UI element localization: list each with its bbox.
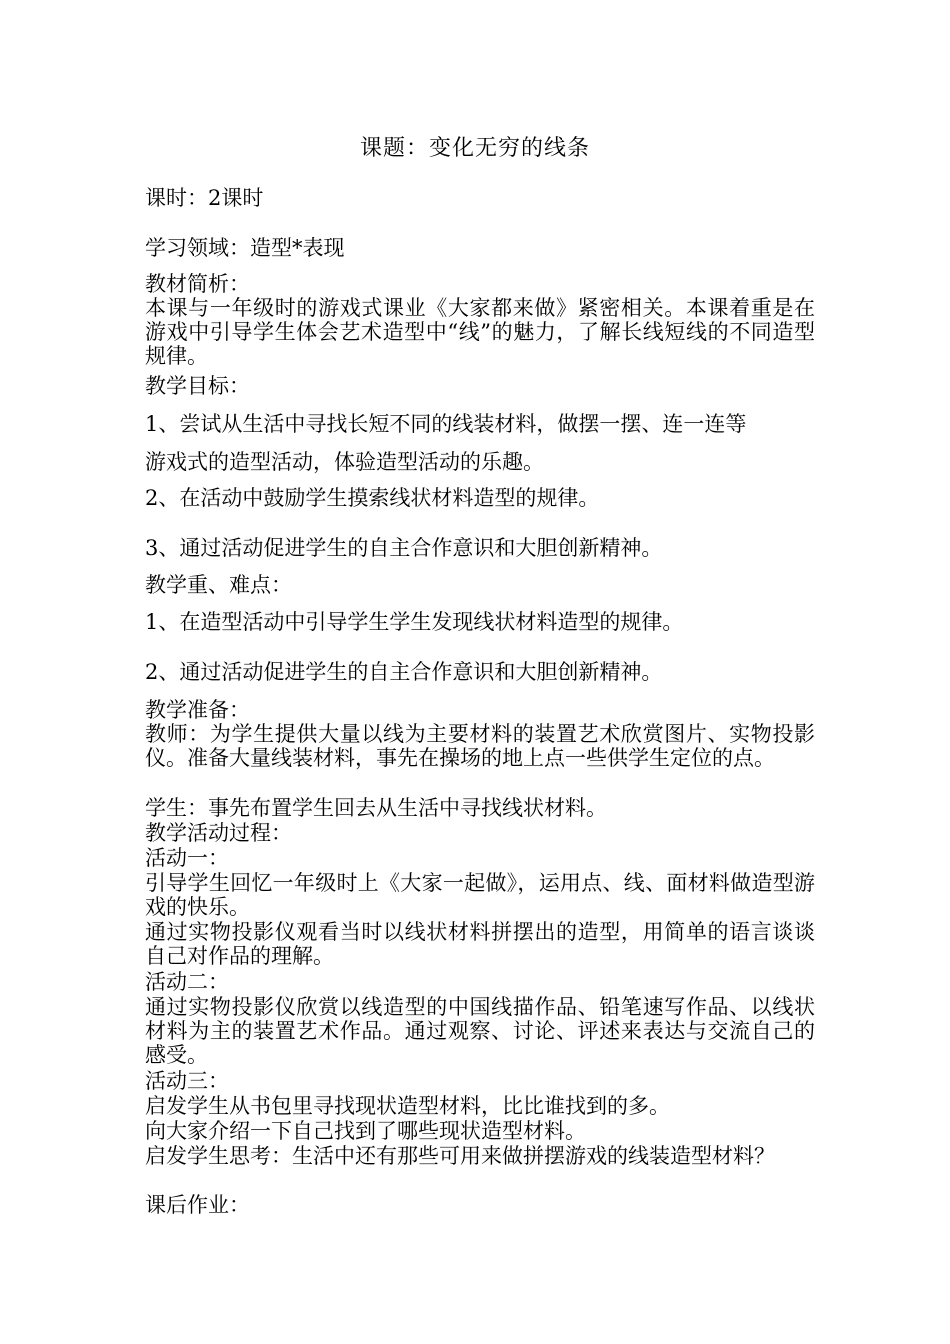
learning-field: 学习领域：造型*表现: [145, 236, 345, 260]
activity-3-text-2: 向大家介绍一下自己找到了哪些现状造型材料。: [145, 1119, 586, 1143]
analysis-text: 本课与一年级时的游戏式课业《大家都来做》紧密相关。本课着重是在游戏中引导学生体会艺术造型中“线”的魅力，了解长线短线的不同造型规律。: [145, 296, 815, 368]
activity-3-heading: 活动三：: [145, 1069, 229, 1093]
student-preparation: 学生：事先布置学生回去从生活中寻找线状材料。: [145, 796, 607, 820]
homework-heading: 课后作业：: [145, 1193, 250, 1217]
page-title: 课题：变化无穷的线条: [359, 136, 590, 161]
activity-3-text-1: 启发学生从书包里寻找现状造型材料，比比谁找到的多。: [145, 1094, 670, 1118]
goal-2: 2、在活动中鼓励学生摸索线状材料造型的规律。: [145, 486, 600, 510]
activity-2-heading: 活动二：: [145, 970, 229, 994]
teacher-preparation: 教师：为学生提供大量以线为主要材料的装置艺术欣赏图片、实物投影仪。准备大量线装材料，事先在操场的地上点一些供学生定位的点。: [145, 722, 815, 770]
activity-1-text-1: 引导学生回忆一年级时上《大家一起做》，运用点、线、面材料做造型游戏的快乐。: [145, 871, 815, 919]
process-heading: 教学活动过程：: [145, 821, 292, 845]
activity-3-text-3: 启发学生思考：生活中还有那些可用来做拼摆游戏的线装造型材料？: [145, 1144, 775, 1168]
preparation-heading: 教学准备：: [145, 698, 250, 722]
analysis-heading: 教材简析：: [145, 272, 250, 296]
activity-2-text: 通过实物投影仪欣赏以线造型的中国线描作品、铅笔速写作品、以线状材料为主的装置艺术作品。通过观察、讨论、评述来表达与交流自己的感受。: [145, 995, 815, 1067]
class-hours: 课时：2课时: [145, 186, 264, 210]
goal-1-line-1: 1、尝试从生活中寻找长短不同的线装材料，做摆一摆、连一连等: [145, 412, 747, 436]
goal-3: 3、通过活动促进学生的自主合作意识和大胆创新精神。: [145, 536, 663, 560]
goals-heading: 教学目标：: [145, 374, 250, 398]
key-point-1: 1、在造型活动中引导学生学生发现线状材料造型的规律。: [145, 610, 684, 634]
activity-1-heading: 活动一：: [145, 846, 229, 870]
activity-1-text-2: 通过实物投影仪观看当时以线状材料拼摆出的造型，用简单的语言谈谈自己对作品的理解。: [145, 920, 815, 968]
key-point-2: 2、通过活动促进学生的自主合作意识和大胆创新精神。: [145, 660, 663, 684]
goal-1-line-2: 游戏式的造型活动，体验造型活动的乐趣。: [145, 450, 544, 474]
key-points-heading: 教学重、难点：: [145, 573, 292, 597]
